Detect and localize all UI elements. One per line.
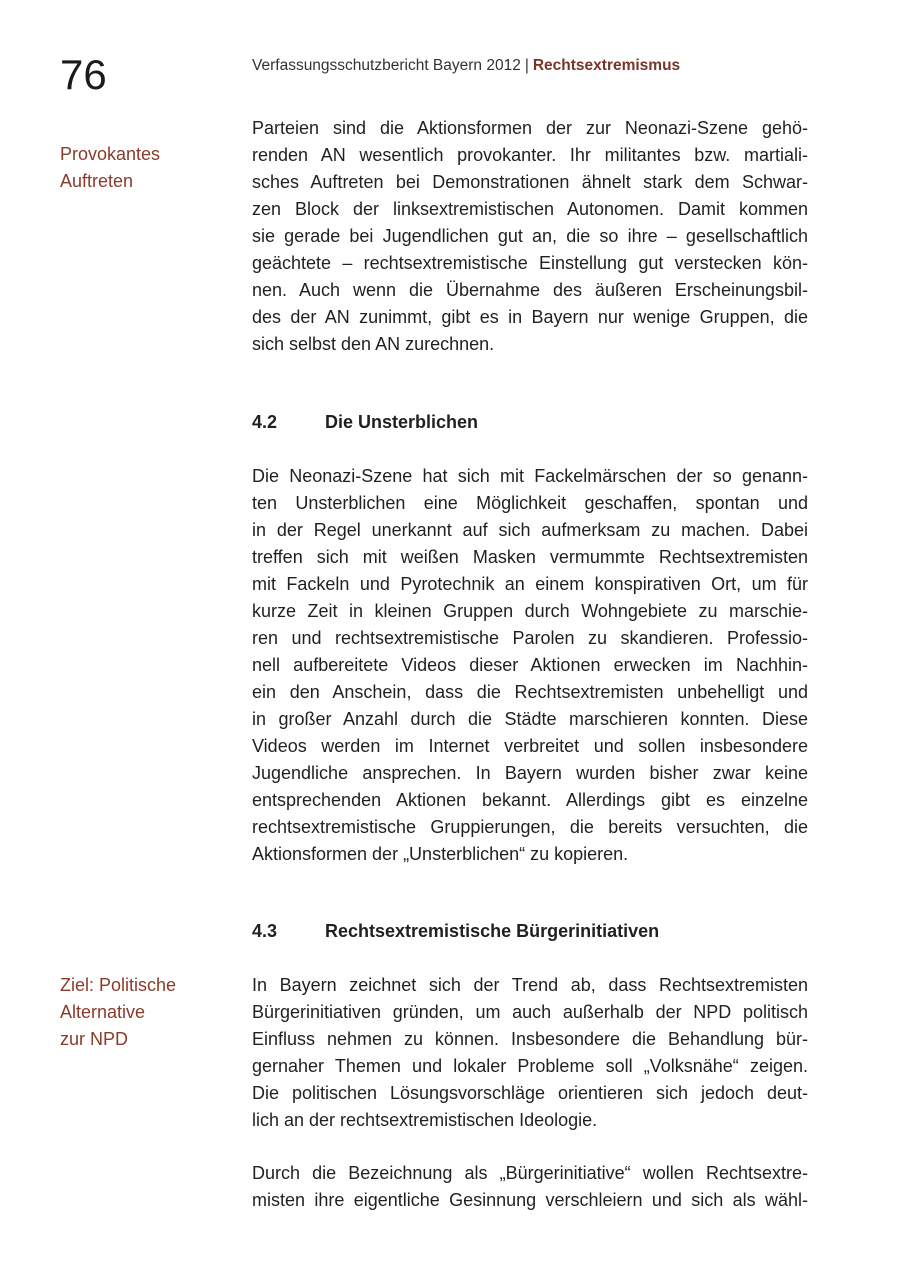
margin-note-line: Alternative [60, 1002, 146, 1022]
text-line: Einfluss nehmen zu können. Insbesondere die Behandlung bür- [252, 1029, 808, 1049]
text-line: mit Fackeln und Pyrotechnik an einem konspirativen Ort, um für [252, 574, 808, 594]
text-line: nen. Auch wenn die Übernahme des äußeren Erscheinungsbil- [252, 280, 808, 300]
section-heading-4-2 [252, 409, 808, 436]
text-line: Jugendliche ansprechen. In Bayern wurden bisher zwar keine [252, 763, 808, 783]
text-line: lich an der rechtsextremistischen Ideologie. [252, 1110, 598, 1130]
text-line: ren und rechtsextremistische Parolen zu skandieren. Professio- [252, 628, 808, 648]
text-line: treffen sich mit weißen Masken vermummte Rechtsextremisten [252, 547, 808, 567]
text-line: misten ihre eigentliche Gesinnung verschleiern und sich als wähl- [252, 1190, 808, 1210]
section-heading-4-3 [252, 918, 808, 945]
text-line: gernaher Themen und lokaler Probleme soll „Volksnähe“ zeigen. [252, 1056, 808, 1076]
paragraph-bezeichnung [252, 1160, 808, 1214]
paragraph-buergerinitiativen [252, 972, 808, 1134]
text-line: ein den Anschein, dass die Rechtsextremisten unbehelligt und [252, 682, 808, 702]
section-heading-title: Die Unsterblichen [325, 412, 479, 432]
margin-note-provokantes-auftreten [60, 141, 230, 195]
margin-note-line: Ziel: Politische [60, 975, 177, 995]
text-line: sich selbst den AN zurechnen. [252, 334, 495, 354]
text-line: rechtsextremistische Gruppierungen, die bereits versuchten, die [252, 817, 808, 837]
header-separator: | [524, 57, 529, 74]
text-line: renden AN wesentlich provokanter. Ihr militantes bzw. martiali- [252, 145, 808, 165]
section-number: 4.2 [252, 412, 278, 432]
text-line: in der Regel unerkannt auf sich aufmerksam zu machen. Dabei [252, 520, 808, 540]
publication-title: Verfassungsschutzbericht Bayern 2012 [252, 57, 521, 74]
text-line: Aktionsformen der „Unsterblichen“ zu kopieren. [252, 844, 629, 864]
text-line: Die politischen Lösungsvorschläge orientieren sich jedoch deut- [252, 1083, 808, 1103]
text-line: entsprechenden Aktionen bekannt. Allerdings gibt es einzelne [252, 790, 808, 810]
section-heading-title: Rechtsextremistische Bürgerinitiativen [325, 921, 660, 941]
text-line: In Bayern zeichnet sich der Trend ab, dass Rechtsextremisten [252, 975, 808, 995]
text-line: Bürgerinitiativen gründen, um auch außerhalb der NPD politisch [252, 1002, 808, 1022]
margin-note-politische-alternative [60, 972, 230, 1053]
text-line: sie gerade bei Jugendlichen gut an, die so ihre – gesellschaftlich [252, 226, 808, 246]
text-line: sches Auftreten bei Demonstrationen ähnelt stark dem Schwar- [252, 172, 808, 192]
text-line: Videos werden im Internet verbreitet und sollen insbesondere [252, 736, 808, 756]
text-line: zen Block der linksextremistischen Autonomen. Damit kommen [252, 199, 808, 219]
margin-note-line: Auftreten [60, 171, 134, 191]
text-line: geächtete – rechtsextremistische Einstellung gut verstecken kön- [252, 253, 808, 273]
text-line: Die Neonazi-Szene hat sich mit Fackelmärschen der so genann- [252, 466, 808, 486]
section-title: Rechtsextremismus [532, 57, 681, 74]
margin-note-line: Provokantes [60, 144, 161, 164]
text-line: in großer Anzahl durch die Städte marschieren konnten. Diese [252, 709, 808, 729]
margin-note-line: zur NPD [60, 1029, 129, 1049]
text-line: Parteien sind die Aktionsformen der zur Neonazi-Szene gehö- [252, 118, 808, 138]
section-number: 4.3 [252, 921, 278, 941]
text-line: kurze Zeit in kleinen Gruppen durch Wohngebiete zu marschie- [252, 601, 808, 621]
running-header [252, 56, 680, 76]
text-line: des der AN zunimmt, gibt es in Bayern nur wenige Gruppen, die [252, 307, 808, 327]
text-line: nell aufbereitete Videos dieser Aktionen erwecken im Nachhin- [252, 655, 808, 675]
paragraph-aktionsformen [252, 115, 808, 358]
text-line: Durch die Bezeichnung als „Bürgerinitiative“ wollen Rechtsextre- [252, 1163, 808, 1183]
paragraph-unsterblichen [252, 463, 808, 868]
page-number: 76 [60, 51, 107, 98]
text-line: ten Unsterblichen eine Möglichkeit geschaffen, spontan und [252, 493, 808, 513]
